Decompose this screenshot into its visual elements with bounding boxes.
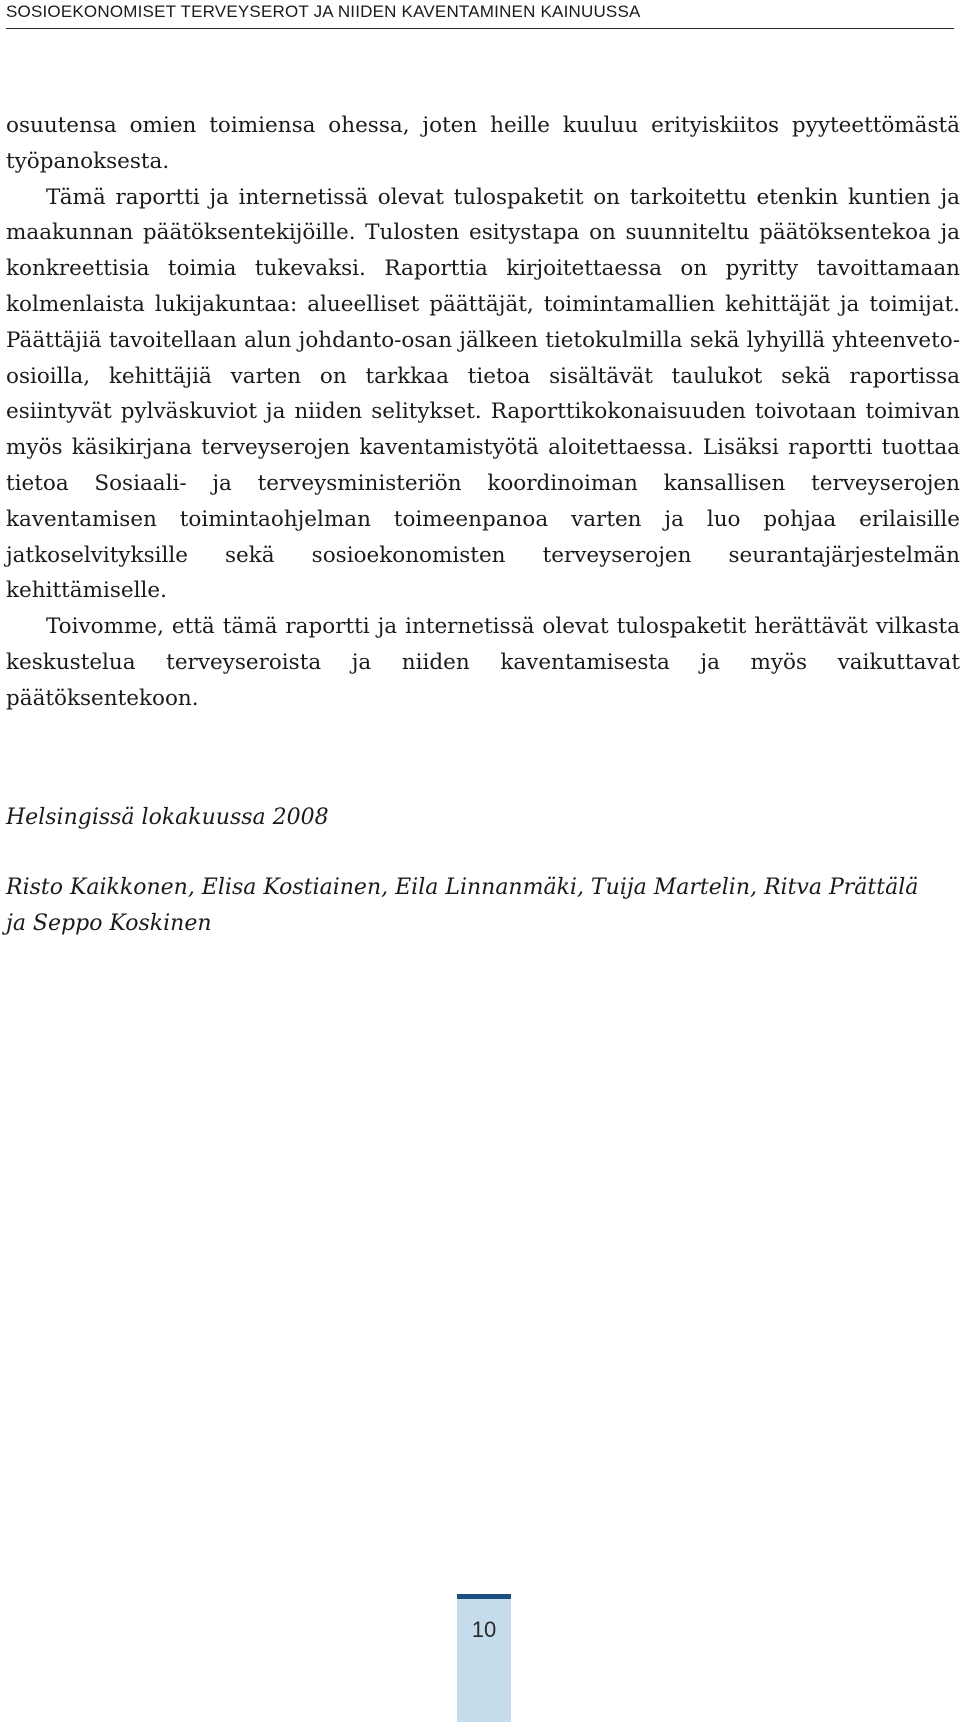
place-date: Helsingissä lokakuussa 2008 xyxy=(6,805,329,830)
paragraph-continuation: osuutensa omien toimiensa ohessa, joten heille kuuluu erityiskiitos pyyteettömästä työpanoksesta. xyxy=(6,113,960,174)
author-list: Risto Kaikkonen, Elisa Kostiainen, Eila Linnanmäki, Tuija Martelin, Ritva Prättälä ja Seppo Koskinen xyxy=(6,875,919,936)
running-header xyxy=(6,0,954,29)
page-number: 10 xyxy=(471,1617,497,1642)
running-title: SOSIOEKONOMISET TERVEYSEROT JA NIIDEN KAVENTAMINEN KAINUUSSA xyxy=(6,2,641,21)
paragraph-purpose: Tämä raportti ja internetissä olevat tulospaketit on tarkoitettu etenkin kuntien ja maakunnan päätöksentekijöille. Tulosten esitystapa on suunniteltu päätöksentekoa ja konkreettisia toimia tukevaksi. Raporttia kirjoitettaessa on pyritty tavoittamaan kolmenlaista lukijakuntaa: alueelliset päättäjät, toimintamallien kehittäjät ja toimijat. Päättäjiä tavoitellaan alun johdanto-osan jälkeen tietokulmilla sekä lyhyillä yhteenveto-osioilla, kehittäjiä varten on tarkkaa tietoa sisältävät taulukot sekä raportissa esiintyvät pylväskuviot ja niiden selitykset. Raporttikokonaisuuden toivotaan toimivan myös käsikirjana terveyserojen kaventamistyötä aloitettaessa. Lisäksi raportti tuottaa tietoa Sosiaali- ja terveysministeriön koordinoiman kansallisen terveyserojen kaventamisen toimintaohjelman toimeenpanoa varten ja luo pohjaa erilaisille jatkoselvityksille sekä sosioekonomisten terveyserojen seurantajärjestelmän kehittämiselle. xyxy=(6,184,960,604)
page-number-tab xyxy=(457,1594,511,1722)
body-text xyxy=(6,108,960,717)
paragraph-closing: Toivomme, että tämä raportti ja internetissä olevat tulospaketit herättävät vilkasta keskustelua terveyseroista ja niiden kaventamisesta ja myös vaikuttavat päätöksentekoon. xyxy=(6,614,960,711)
